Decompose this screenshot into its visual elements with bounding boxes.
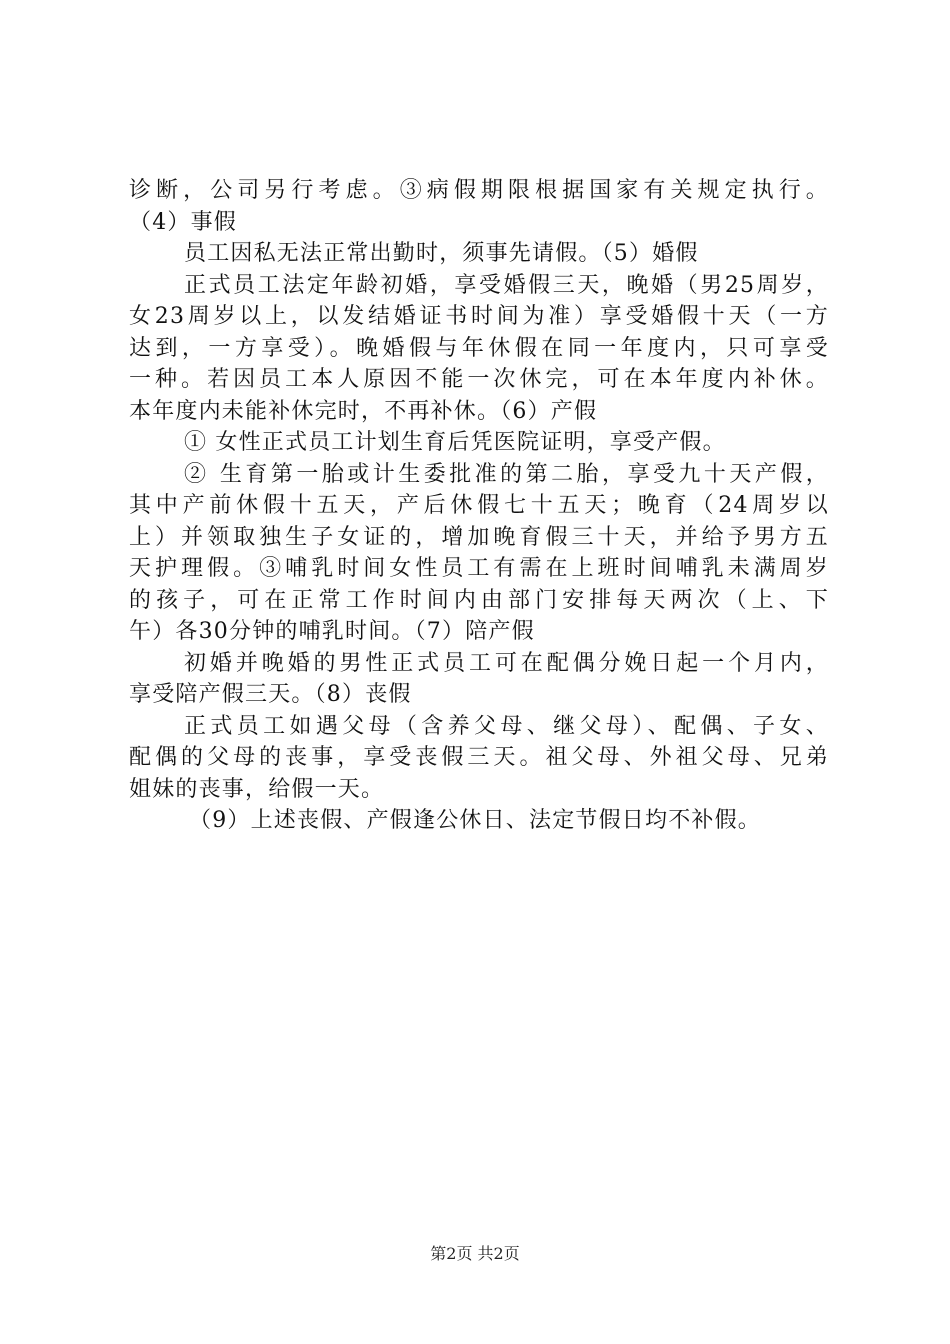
text-line: 本年度内未能补休完时，不再补休。（6）产假 bbox=[129, 398, 598, 424]
text-line: 上）并领取独生子女证的，增加晚育假三十天，并给予男方五 bbox=[129, 524, 829, 550]
text-line: 正式员工如遇父母（含养父母、继父母）、配偶、子女、 bbox=[184, 713, 829, 739]
text-line: 一种。若因员工本人原因不能一次休完，可在本年度内补休。 bbox=[129, 367, 829, 392]
text-line: 其中产前休假十五天，产后休假七十五天；晚育（24周岁以 bbox=[129, 493, 829, 518]
text-line: 员工因私无法正常出勤时，须事先请假。（5）婚假 bbox=[184, 241, 699, 266]
text-line: ② 生育第一胎或计生委批准的第二胎，享受九十天产假， bbox=[184, 461, 829, 487]
text-line: 达到，一方享受）。晚婚假与年休假在同一年度内，只可享受 bbox=[129, 335, 829, 361]
text-line: 女23周岁以上，以发结婚证书时间为准）享受婚假十天（一方 bbox=[129, 304, 829, 329]
text-line: ① 女性正式员工计划生育后凭医院证明，享受产假。 bbox=[184, 430, 726, 455]
text-line: 姐妹的丧事，给假一天。 bbox=[129, 776, 385, 802]
text-line: 初婚并晚婚的男性正式员工可在配偶分娩日起一个月内， bbox=[184, 650, 829, 676]
text-line: （9）上述丧假、产假逢公休日、法定节假日均不补假。 bbox=[189, 808, 761, 833]
text-line: 的孩子，可在正常工作时间内由部门安排每天两次（上、下 bbox=[129, 587, 829, 613]
page-number-footer: 第2页 共2页 bbox=[430, 1244, 520, 1263]
text-line: 配偶的父母的丧事，享受丧假三天。祖父母、外祖父母、兄弟 bbox=[129, 745, 829, 770]
text-line: 午）各30分钟的哺乳时间。（7）陪产假 bbox=[129, 619, 535, 644]
section-heading-personal-leave: （4）事假 bbox=[129, 209, 237, 235]
text-line: 诊断，公司另行考虑。③病假期限根据国家有关规定执行。 bbox=[129, 178, 829, 203]
text-line: 天护理假。③哺乳时间女性员工有需在上班时间哺乳未满周岁 bbox=[129, 556, 829, 581]
text-line: 正式员工法定年龄初婚，享受婚假三天，晚婚（男25周岁， bbox=[184, 272, 829, 298]
text-line: 享受陪产假三天。（8）丧假 bbox=[129, 682, 412, 707]
document-body bbox=[129, 175, 829, 837]
